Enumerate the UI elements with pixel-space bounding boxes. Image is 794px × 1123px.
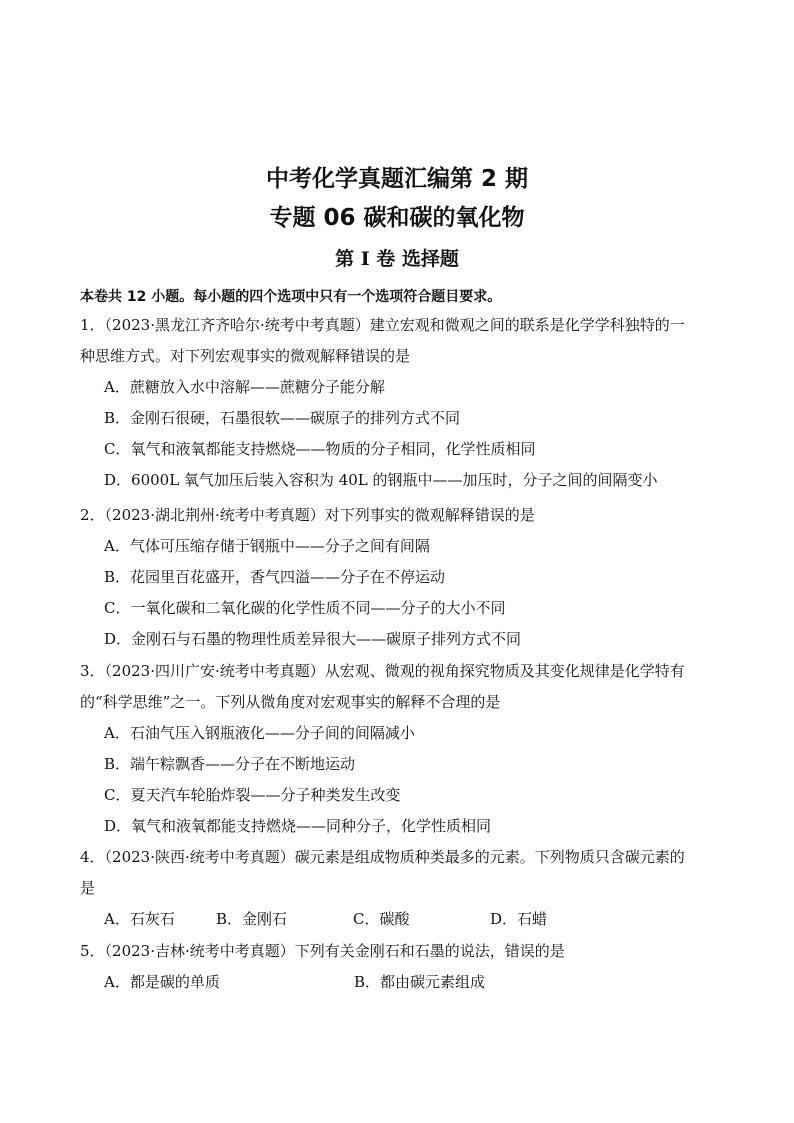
question-number: 3． <box>80 662 105 680</box>
option-b: B．金刚石 <box>216 910 288 928</box>
option-c: C．氧气和液氧都能支持燃烧——物质的分子相同，化学性质相同 <box>104 440 536 458</box>
option-d: D．6000L 氧气加压后装入容积为 40L 的钢瓶中——加压时，分子之间的间隔变小 <box>104 471 658 489</box>
option-a: A．气体可压缩存储于钢瓶中——分子之间有间隔 <box>104 537 430 555</box>
stem-text: 下列有关金刚石和石墨的说法，错误的是 <box>294 942 565 960</box>
question-stem <box>80 310 720 341</box>
stem-text: 碳元素是组成物质种类最多的元素。下列物质只含碳元素的 <box>294 848 685 866</box>
page-subtitle: 专题 06 碳和碳的氧化物 <box>269 205 525 231</box>
options-row <box>80 967 720 998</box>
option-d: D．氧气和液氧都能支持燃烧——同种分子，化学性质相同 <box>104 817 492 835</box>
option-d: D．金刚石与石墨的物理性质差异很大——碳原子排列方式不同 <box>104 630 522 648</box>
option-a: A．石灰石 <box>104 910 175 928</box>
option-c: C．一氧化碳和二氧化碳的化学性质不同——分子的大小不同 <box>104 599 506 617</box>
question-source: （2023·湖北荆州·统考中考真题） <box>104 506 325 524</box>
stem-text: 建立宏观和微观之间的联系是化学学科独特的一 <box>369 316 685 334</box>
option-d: D．石蜡 <box>490 910 548 928</box>
stem-text: 从宏观、微观的视角探究物质及其变化规律是化学特有 <box>324 662 685 680</box>
question-3 <box>80 656 720 842</box>
option-b: B．金刚石很硬，石墨很软——碳原子的排列方式不同 <box>104 409 461 427</box>
option-b: B．都由碳元素组成 <box>354 973 486 991</box>
stem-text-continued: 的“科学思维”之一。下列从微角度对宏观事实的解释不合理的是 <box>80 693 501 711</box>
question-stem <box>80 656 720 687</box>
section-heading: 第 I 卷 选择题 <box>335 248 459 270</box>
stem-text: 对下列事实的微观解释错误的是 <box>324 506 535 524</box>
question-source: （2023·吉林·统考中考真题） <box>104 942 295 960</box>
option-a: A．蔗糖放入水中溶解——蔗糖分子能分解 <box>104 378 385 396</box>
stem-text-continued: 是 <box>80 879 96 897</box>
question-1 <box>80 310 720 496</box>
page-title: 中考化学真题汇编第 2 期 <box>265 166 529 192</box>
question-5 <box>80 936 720 998</box>
question-source: （2023·四川广安·统考中考真题） <box>104 662 325 680</box>
option-c: C．碳酸 <box>353 910 410 928</box>
question-4 <box>80 842 720 935</box>
question-stem <box>80 500 720 531</box>
question-number: 4． <box>80 848 105 866</box>
option-a: A．石油气压入钢瓶液化——分子间的间隔减小 <box>104 724 415 742</box>
stem-text-continued: 种思维方式。对下列宏观事实的微观解释错误的是 <box>80 347 411 365</box>
question-2 <box>80 500 720 655</box>
question-source: （2023·陕西·统考中考真题） <box>104 848 295 866</box>
option-b: B．端午粽飘香——分子在不断地运动 <box>104 755 356 773</box>
instructions: 本卷共 12 小题。每小题的四个选项中只有一个选项符合题目要求。 <box>80 289 502 305</box>
question-stem <box>80 842 720 873</box>
options-row <box>80 904 720 935</box>
question-source: （2023·黑龙江齐齐哈尔·统考中考真题） <box>104 316 370 334</box>
option-a: A．都是碳的单质 <box>104 973 220 991</box>
option-b: B．花园里百花盛开，香气四溢——分子在不停运动 <box>104 568 446 586</box>
question-number: 5． <box>80 942 105 960</box>
option-c: C．夏天汽车轮胎炸裂——分子种类发生改变 <box>104 786 401 804</box>
question-stem <box>80 936 720 967</box>
question-number: 2． <box>80 506 105 524</box>
question-number: 1． <box>80 316 105 334</box>
